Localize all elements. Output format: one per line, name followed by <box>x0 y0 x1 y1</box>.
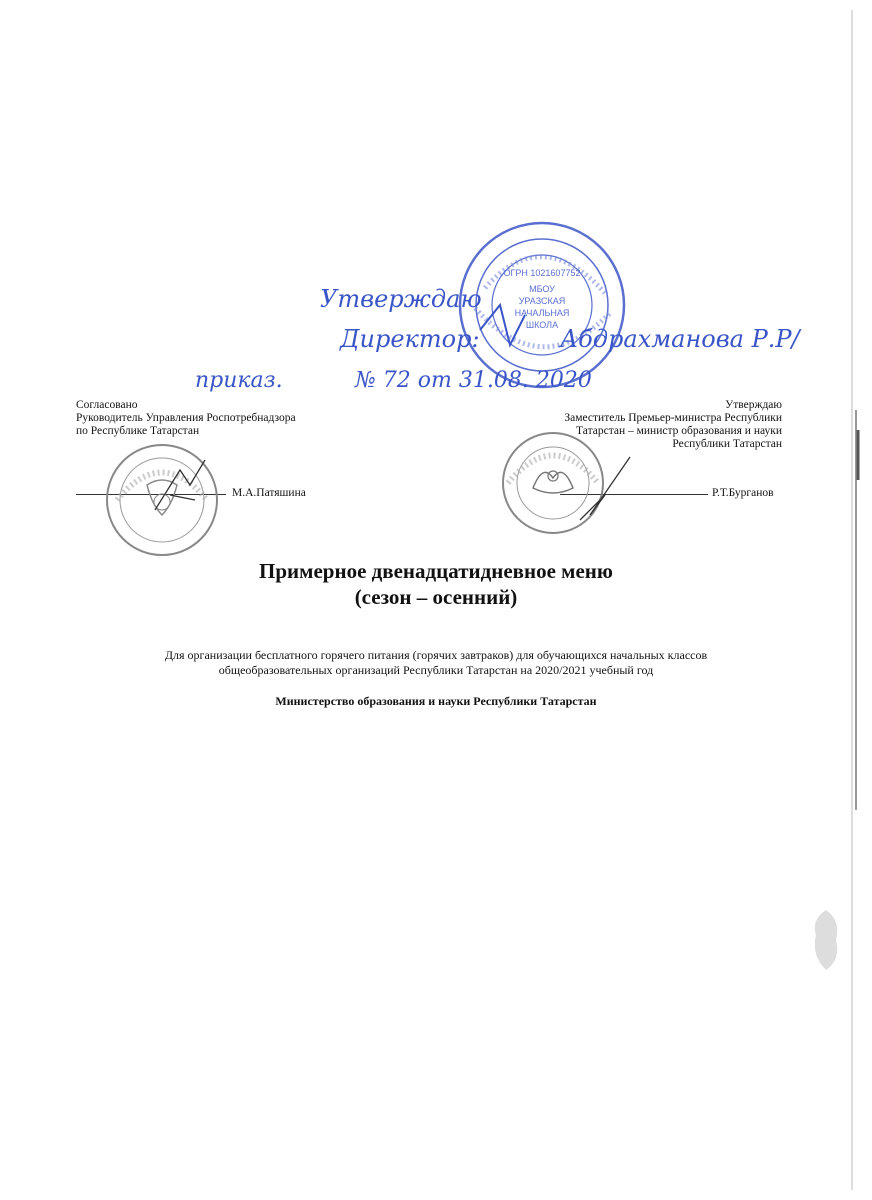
approval-right-position-3: Республики Татарстан <box>672 438 782 450</box>
description-line-1: Для организации бесплатного горячего питания (горячих завтраков) для обучающихся начальных классов <box>164 648 708 662</box>
document-title: Примерное двенадцатидневное меню <box>259 559 613 583</box>
handwritten-line-3: приказ. <box>195 368 283 393</box>
stamp-line-3: НАЧАЛЬНАЯ <box>514 308 570 318</box>
signature-scrawl-left <box>150 455 220 515</box>
signature-scrawl-right <box>570 455 640 525</box>
signatory-right: Р.Т.Бурганов <box>712 487 774 499</box>
ministry-name: Министерство образования и науки Республики Татарстан <box>275 694 597 708</box>
approval-left-region: по Республике Татарстан <box>76 425 200 437</box>
approval-left-heading: Согласовано <box>76 399 138 411</box>
signatory-left: М.А.Патяшина <box>232 487 306 499</box>
stamp-line-4: ШКОЛА <box>525 320 559 330</box>
document-subtitle: (сезон – осенний) <box>354 585 518 609</box>
stamp-line-1: МБОУ <box>529 284 555 294</box>
approval-right-position-2: Татарстан – министр образования и науки <box>576 425 782 437</box>
approval-left-position: Руководитель Управления Роспотребнадзора <box>76 412 296 424</box>
approval-right-position-1: Заместитель Премьер-министра Республики <box>564 412 782 424</box>
stamp-line-2: УРАЗСКАЯ <box>518 296 566 306</box>
handwritten-order-number: № 72 от 31.08. 2020 <box>355 368 592 393</box>
stamp-code: ОГРН 1021607752 <box>503 268 581 278</box>
handwritten-approval <box>190 275 830 395</box>
description-line-2: общеобразовательных организаций Республики Татарстан на 2020/2021 учебный год <box>218 663 654 677</box>
approval-block-left <box>76 399 376 438</box>
scan-smudge <box>806 905 846 975</box>
handwritten-line-1: Утверждаю <box>320 285 482 313</box>
handwritten-director-name: Абдрахманова Р.Р/ <box>560 325 800 353</box>
handwritten-line-2: Директор: <box>340 325 480 353</box>
approval-right-heading: Утверждаю <box>725 399 782 411</box>
